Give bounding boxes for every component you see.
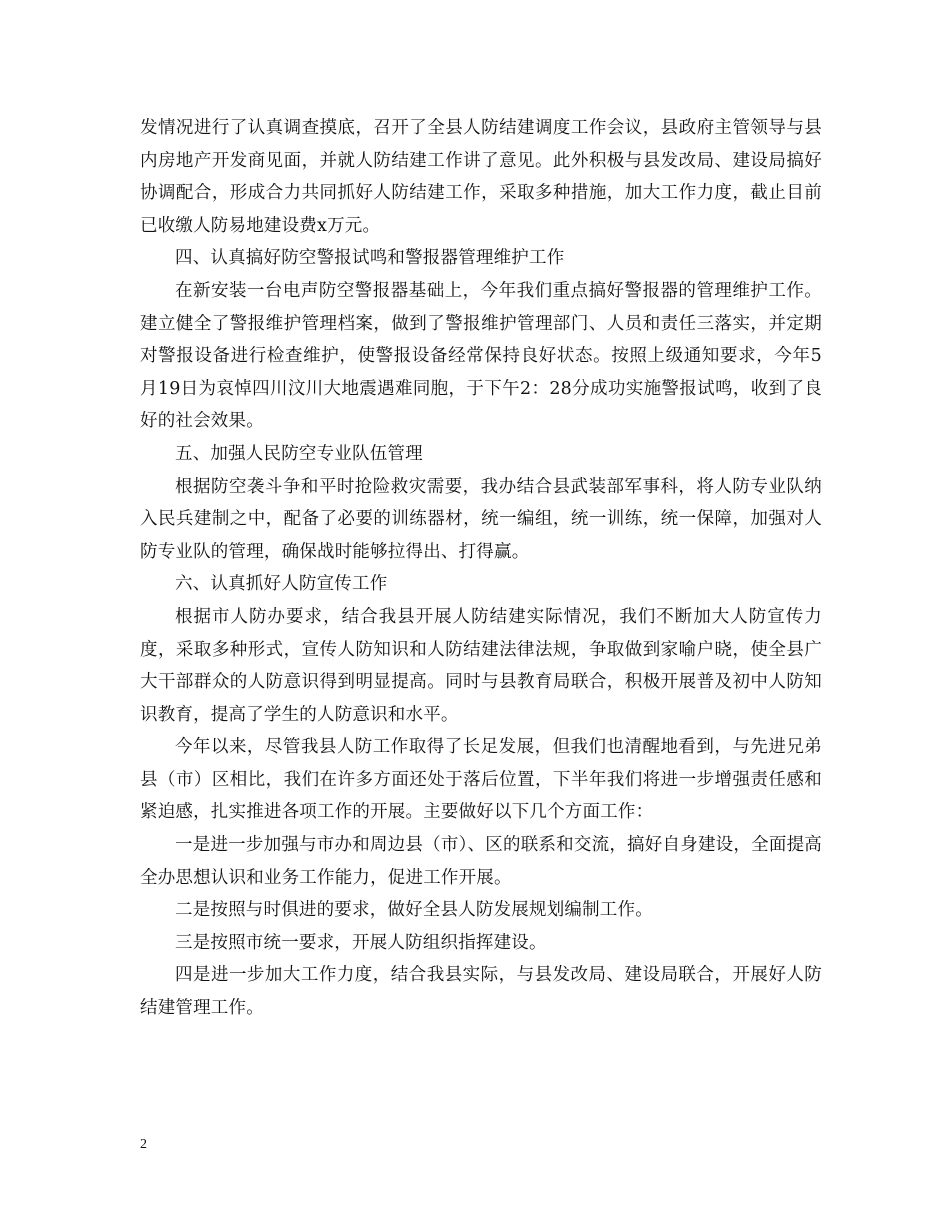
list-item: 三是按照市统一要求，开展人防组织指挥建设。: [175, 932, 547, 953]
paragraph: 根据防空袭斗争和平时抢险救灾需要，我办结合县武装部军事科，将人防专业队纳入民兵建制之中，配备了必要的训练器材，统一编组，统一训练，统一保障，加强对人防专业队的管理，确保战时能够拉得出、打得赢。: [140, 476, 822, 562]
list-item: 一是进一步加强与市办和周边县（市）、区的联系和交流，搞好自身建设，全面提高全办思想认识和业务工作能力，促进工作开展。: [140, 835, 822, 888]
list-item: 二是按照与时俱进的要求，做好全县人防发展规划编制工作。: [175, 900, 653, 921]
section-heading-4: 四、认真搞好防空警报试鸣和警报器管理维护工作: [175, 248, 565, 269]
paragraph: 根据市人防办要求，结合我县开展人防结建实际情况，我们不断加大人防宣传力度，采取多种形式，宣传人防知识和人防结建法律法规，争取做到家喻户晓，使全县广大干部群众的人防意识得到明显提高。同时与县教育局联合，积极开展普及初中人防知识教育，提高了学生的人防意识和水平。: [140, 606, 822, 725]
document-body: [140, 112, 822, 1025]
section-heading-5: 五、加强人民防空专业队伍管理: [175, 443, 423, 464]
paragraph-continued: 发情况进行了认真调查摸底，召开了全县人防结建调度工作会议，县政府主管领导与县内房地产开发商见面，并就人防结建工作讲了意见。此外积极与县发改局、建设局搞好协调配合，形成合力共同抓好人防结建工作，采取多种措施，加大工作力度，截止目前已收缴人防易地建设费x万元。: [140, 118, 822, 236]
list-item: 四是进一步加大工作力度，结合我县实际，与县发改局、建设局联合，开展好人防结建管理工作。: [140, 965, 822, 1019]
page-number: 2: [140, 1137, 147, 1152]
section-heading-6: 六、认真抓好人防宣传工作: [175, 574, 388, 595]
paragraph: 今年以来，尽管我县人防工作取得了长足发展，但我们也清醒地看到，与先进兄弟县（市）区相比，我们在许多方面还处于落后位置，下半年我们将进一步增强责任感和紧迫感，扎实推进各项工作的开展。主要做好以下几个方面工作：: [140, 737, 822, 823]
paragraph: 在新安装一台电声防空警报器基础上，今年我们重点搞好警报器的管理维护工作。建立健全了警报维护管理档案，做到了警报维护管理部门、人员和责任三落实，并定期对警报设备进行检查维护，使警报设备经常保持良好状态。按照上级通知要求，今年5月19日为哀悼四川汶川大地震遇难同胞，于下午2：28分成功实施警报试鸣，收到了良好的社会效果。: [140, 280, 822, 432]
